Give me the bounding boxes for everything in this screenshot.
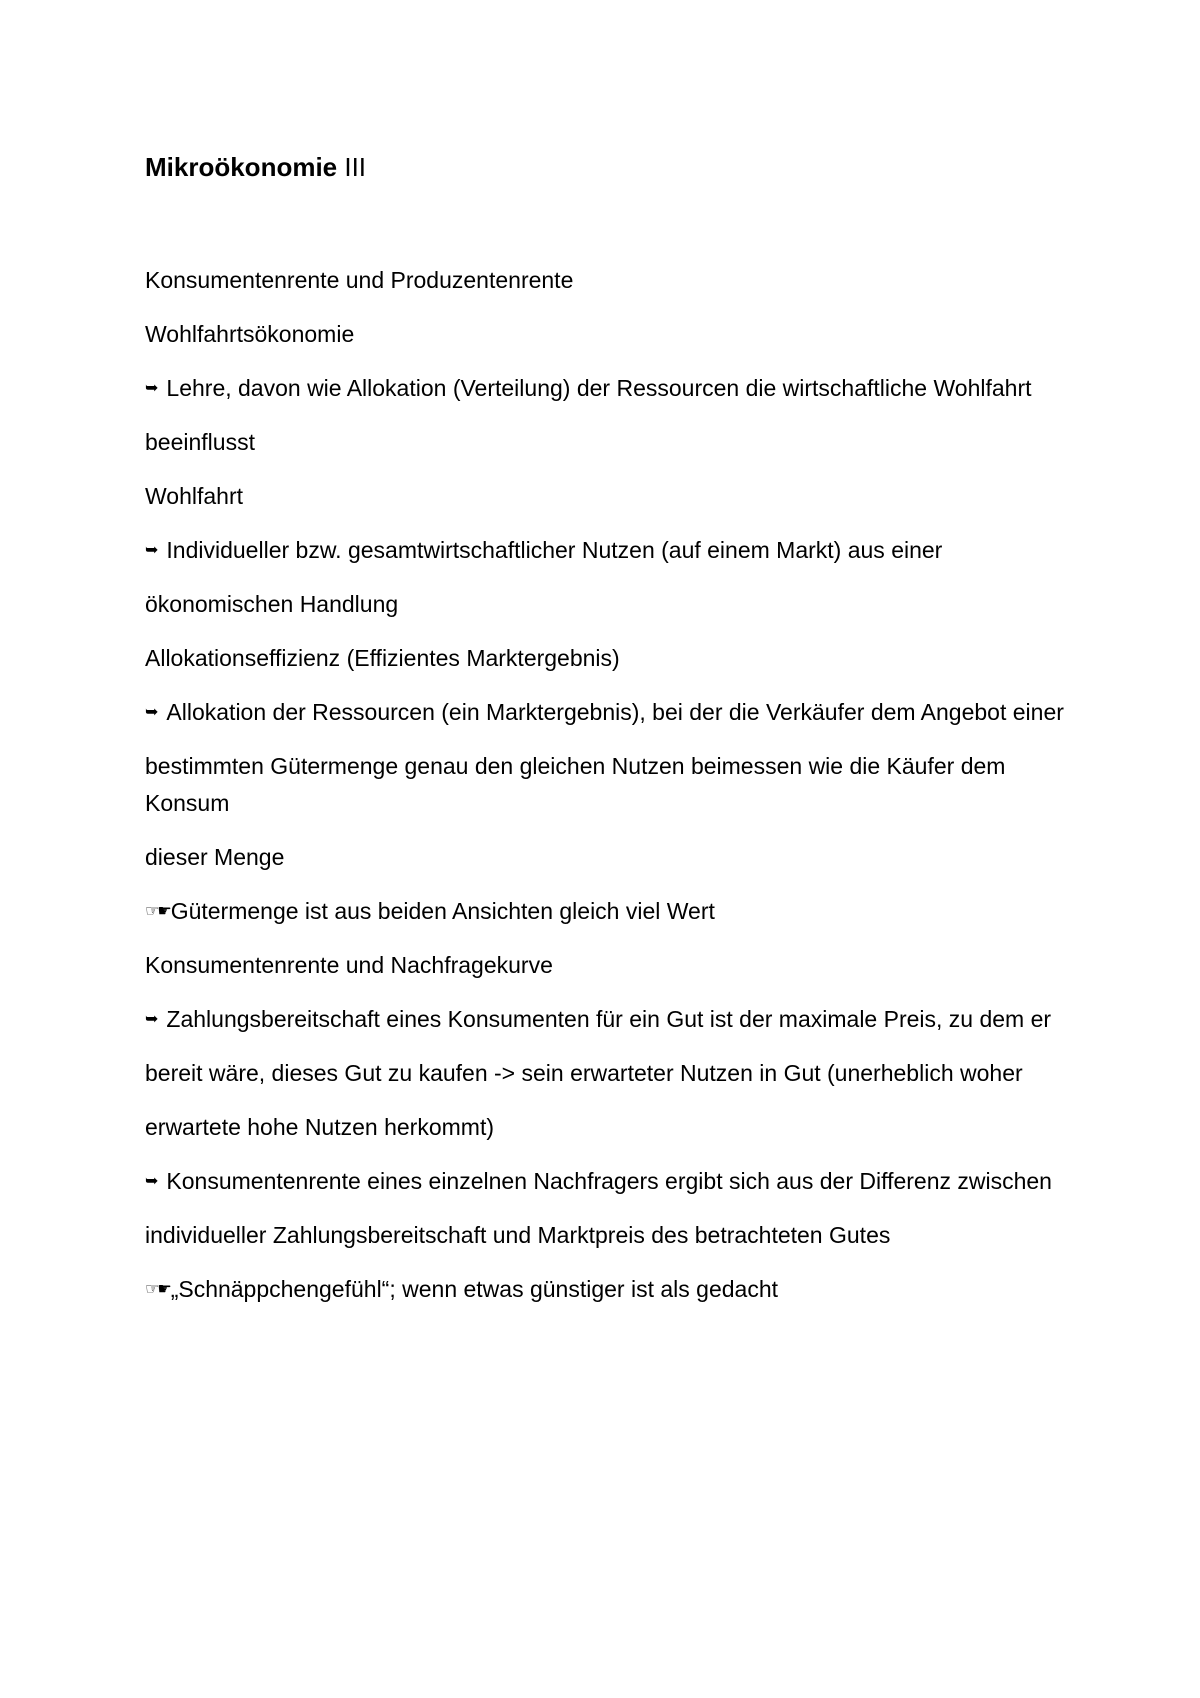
paragraph <box>145 1217 1065 1254</box>
paragraph <box>145 1163 1065 1200</box>
paragraph <box>145 947 1065 984</box>
paragraph-text: Allokation der Ressourcen (ein Marktergebnis), bei der die Verkäufer dem Angebot einer <box>166 699 1064 725</box>
paragraph <box>145 1271 1065 1308</box>
paragraph <box>145 694 1065 731</box>
paragraph-text: Individueller bzw. gesamtwirtschaftlicher Nutzen (auf einem Markt) aus einer <box>166 537 943 563</box>
paragraph-text: Konsumentenrente und Produzentenrente <box>145 267 574 293</box>
pointing-hand-bullet-icon: ☞☛ <box>145 903 170 920</box>
paragraph-text: Wohlfahrt <box>145 483 244 509</box>
document-body <box>145 262 1065 1325</box>
paragraph <box>145 748 1065 822</box>
arrow-bullet-icon: ➥ <box>145 542 159 559</box>
paragraph <box>145 1001 1065 1038</box>
paragraph-text: Gütermenge ist aus beiden Ansichten gleich viel Wert <box>170 898 715 924</box>
paragraph-text: Allokationseffizienz (Effizientes Marktergebnis) <box>145 645 620 671</box>
paragraph <box>145 532 1065 569</box>
arrow-bullet-icon: ➥ <box>145 704 159 721</box>
paragraph-text: ökonomischen Handlung <box>145 591 399 617</box>
paragraph-text: Konsumentenrente eines einzelnen Nachfragers ergibt sich aus der Differenz zwischen <box>166 1168 1052 1194</box>
paragraph-text: bestimmten Gütermenge genau den gleichen Nutzen beimessen wie die Käufer dem Konsum <box>145 753 1006 816</box>
paragraph <box>145 424 1065 461</box>
paragraph <box>145 1055 1065 1092</box>
paragraph <box>145 586 1065 623</box>
paragraph-text: Zahlungsbereitschaft eines Konsumenten für ein Gut ist der maximale Preis, zu dem er <box>166 1006 1052 1032</box>
document-title-main: Mikroökonomie <box>145 152 338 182</box>
paragraph <box>145 478 1065 515</box>
paragraph-text: Lehre, davon wie Allokation (Verteilung) der Ressourcen die wirtschaftliche Wohlfahrt <box>166 375 1032 401</box>
paragraph <box>145 262 1065 299</box>
pointing-hand-bullet-icon: ☞☛ <box>145 1281 170 1298</box>
paragraph <box>145 839 1065 876</box>
paragraph <box>145 1109 1065 1146</box>
paragraph <box>145 640 1065 677</box>
paragraph-text: dieser Menge <box>145 844 285 870</box>
arrow-bullet-icon: ➥ <box>145 380 159 397</box>
paragraph <box>145 370 1065 407</box>
document-title-suffix: III <box>337 152 367 182</box>
document-title <box>145 150 366 184</box>
paragraph-text: „Schnäppchengefühl“; wenn etwas günstiger ist als gedacht <box>170 1276 779 1302</box>
paragraph-text: Konsumentenrente und Nachfragekurve <box>145 952 553 978</box>
arrow-bullet-icon: ➥ <box>145 1011 159 1028</box>
paragraph <box>145 316 1065 353</box>
paragraph <box>145 893 1065 930</box>
paragraph-text: Wohlfahrtsökonomie <box>145 321 355 347</box>
paragraph-text: individueller Zahlungsbereitschaft und Marktpreis des betrachteten Gutes <box>145 1222 891 1248</box>
paragraph-text: bereit wäre, dieses Gut zu kaufen -> sein erwarteter Nutzen in Gut (unerheblich woher <box>145 1060 1023 1086</box>
paragraph-text: beeinflusst <box>145 429 255 455</box>
paragraph-text: erwartete hohe Nutzen herkommt) <box>145 1114 494 1140</box>
arrow-bullet-icon: ➥ <box>145 1173 159 1190</box>
